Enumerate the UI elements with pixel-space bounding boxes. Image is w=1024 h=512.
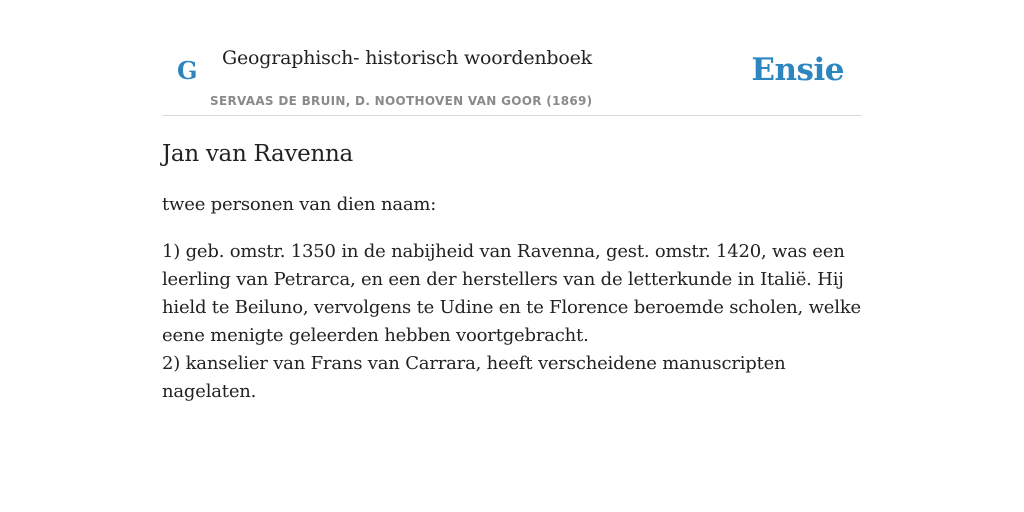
book-authors: SERVAAS DE BRUIN, D. NOOTHOVEN VAN GOOR (1869) [210,94,593,108]
book-header [162,40,862,116]
entry-intro: twee personen van dien naam: [162,194,437,215]
entry-body [162,238,862,406]
entry-paragraph: 2) kanselier van Frans van Carrara, heeft verscheidene manuscripten nagelaten. [162,353,786,402]
book-title[interactable]: Geographisch- historisch woordenboek [222,47,592,69]
entry-title: Jan van Ravenna [162,141,353,167]
book-logo-letter: G [177,56,198,85]
entry [162,139,862,406]
ensie-logo-link[interactable]: Ensie [751,52,844,88]
entry-paragraph: 1) geb. omstr. 1350 in de nabijheid van Ravenna, gest. omstr. 1420, was een leerling van Petrarca, en een der herstellers van de letterkunde in Italië. Hij hield te Beiluno, vervolgens te Udine en te Florence beroemde scholen, welke eene menigte geleerden hebben voortgebracht. [162,241,861,346]
